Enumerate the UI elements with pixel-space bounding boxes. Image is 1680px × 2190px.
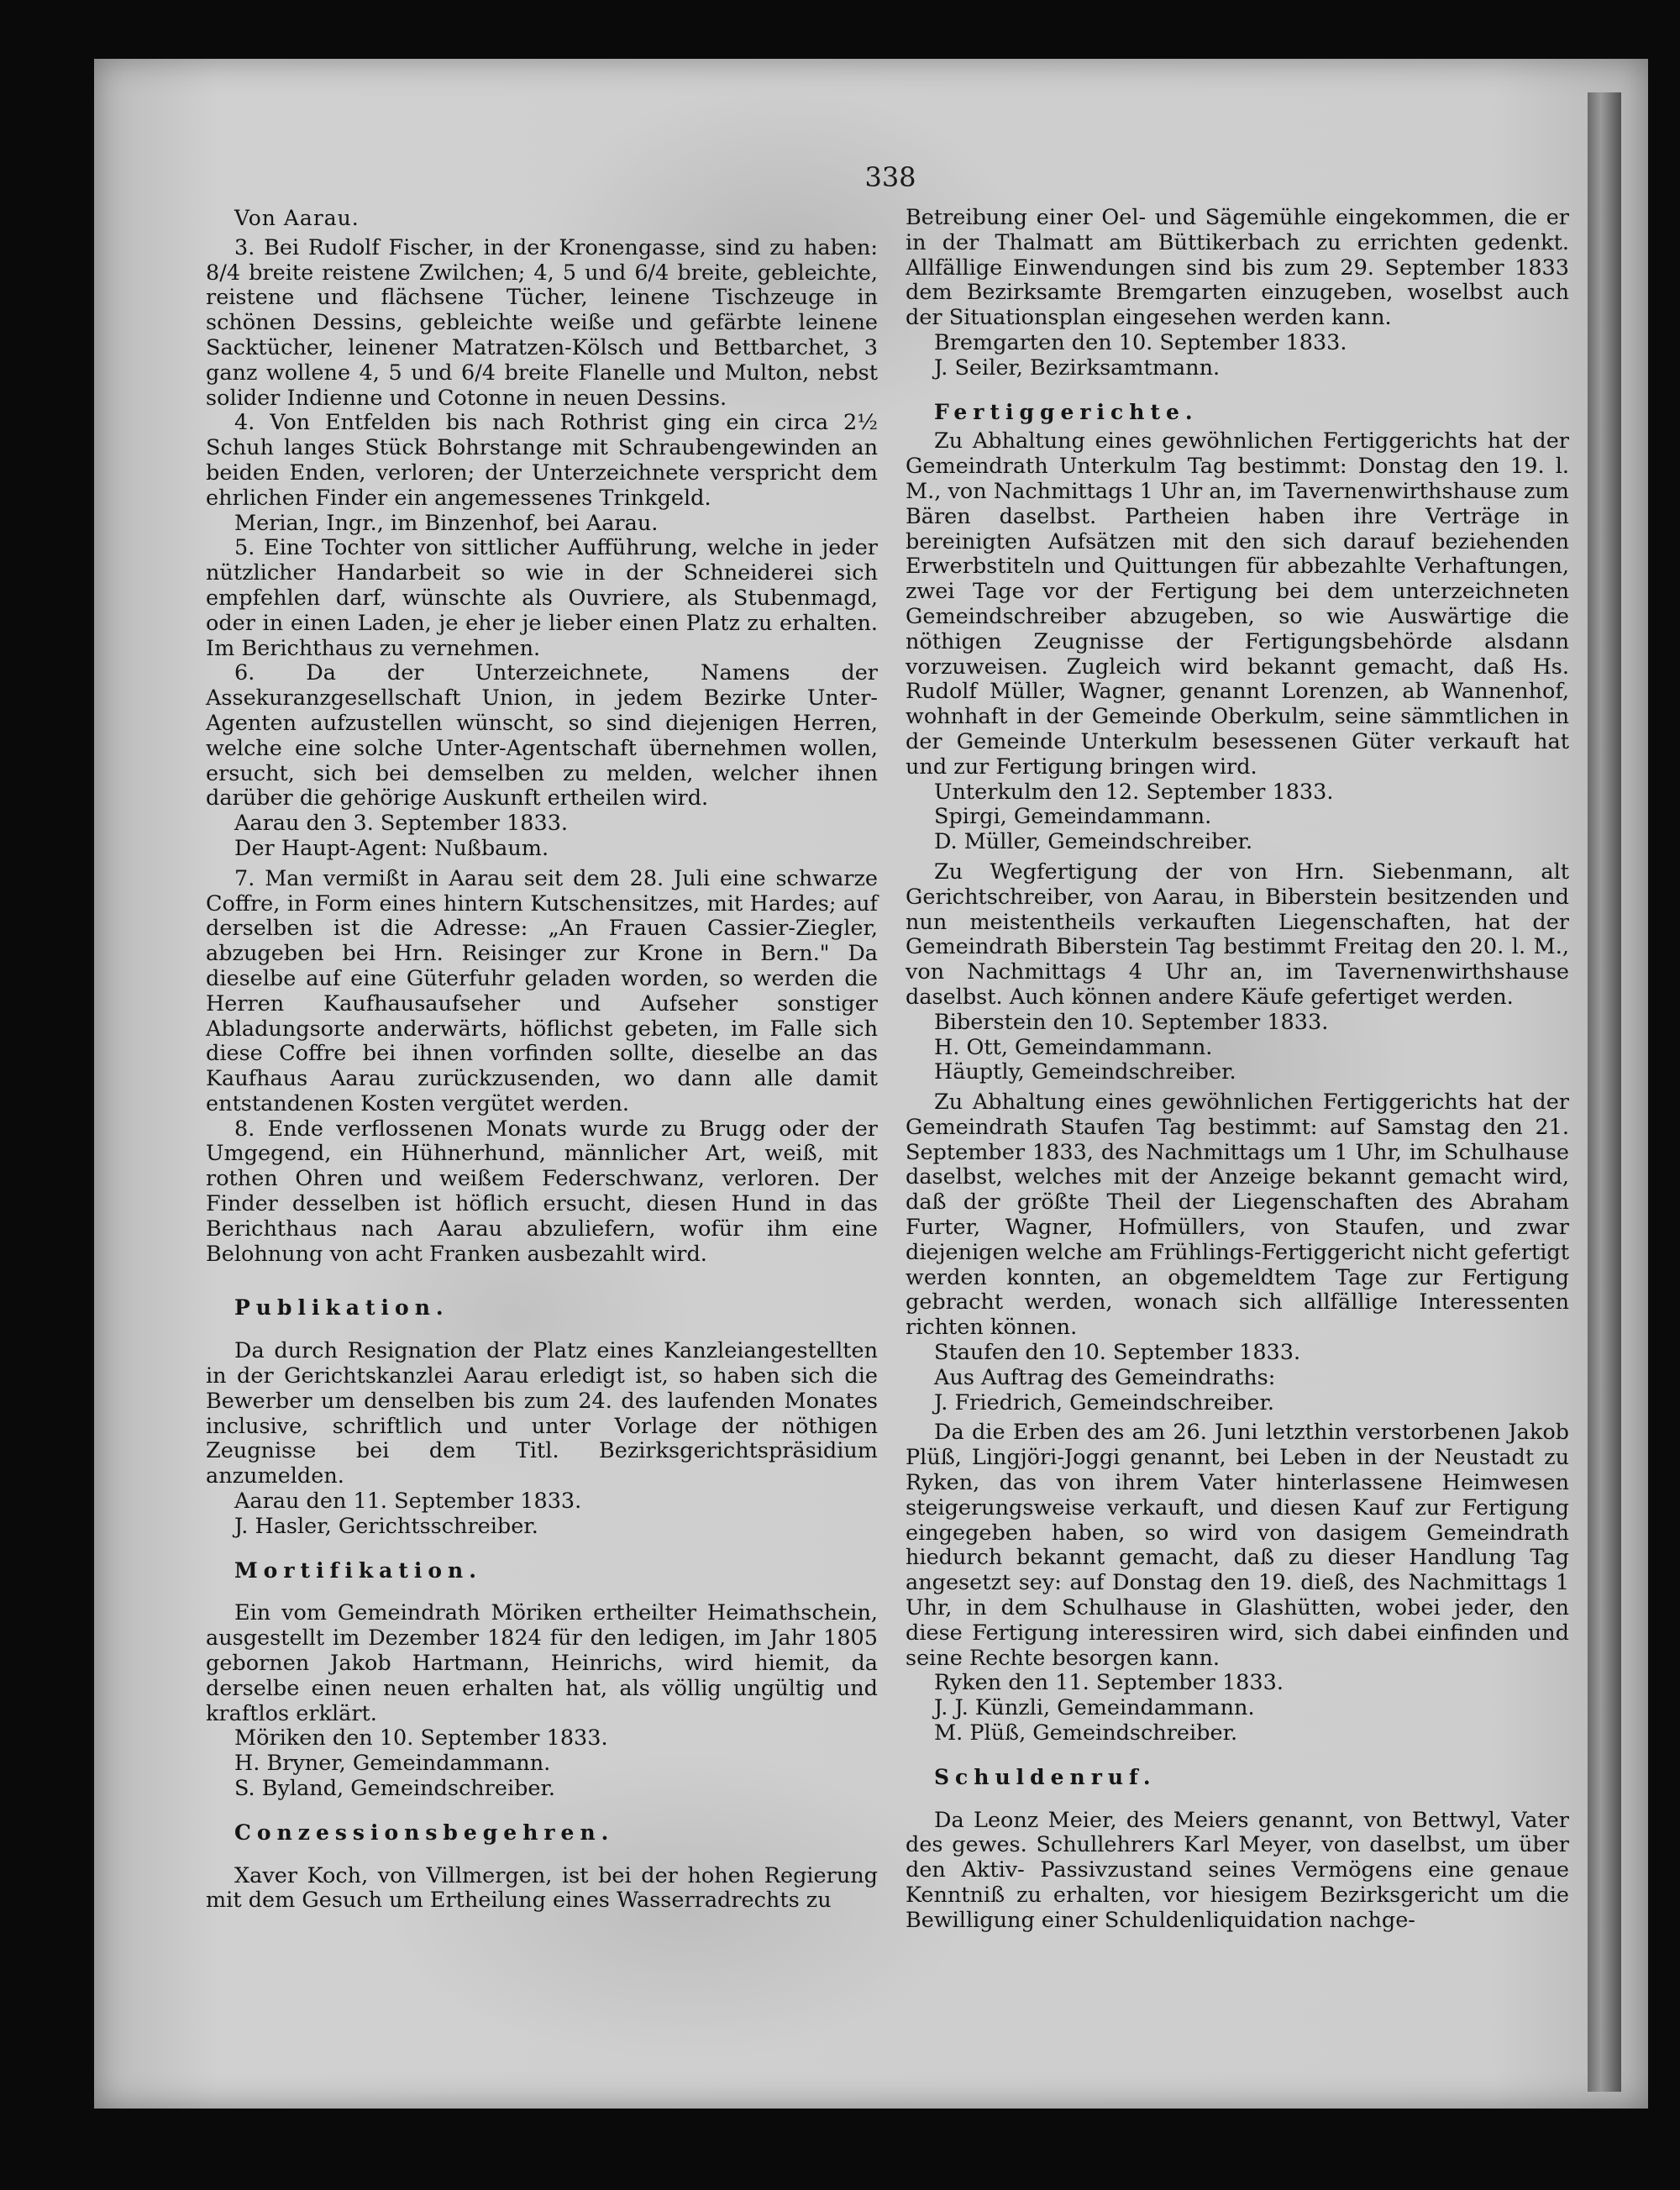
fertiggericht-unterkulm-signature-2: D. Müller, Gemeindschreiber. — [934, 829, 1253, 855]
fertiggericht-unterkulm-text: Zu Abhaltung eines gewöhnlichen Fertiggerichts hat der Gemeindrath Unterkulm Tag bestimmt: Donstag den 19. l. M., von Nachmittags 1 Uhr an, im Tavernenwirthshause zum Bären daselbst. Partheien haben ihre Verträge in bereinigten Aufsätzen mit den sich darauf beziehenden Erwerbstiteln und Quittungen für abbezahlte Verhaftungen, zwei Tage vor der Fertigung bei dem unterzeichneten Gemeindschreiber abzugeben, so wie Auswärtige die nöthigen Zeugnisse der Fertigungsbehörde alsdann vorzuweisen. Zugleich wird bekannt gemacht, daß Hs. Rudolf Müller, Wagner, genannt Lorenzen, ab Wannenhof, wohnhaft in der Gemeinde Oberkulm, seine sämmtlichen in der Gemeinde Unterkulm besessenen Güter verkauft hat und zur Fertigung bringen wird. — [906, 428, 1569, 780]
fertiggerichte-heading: Fertiggerichte. — [934, 399, 1199, 424]
publication-signature: J. Hasler, Gerichtsschreiber. — [234, 1513, 538, 1539]
notice-7-coffre: 7. Man vermißt in Aarau seit dem 28. Juli eine schwarze Coffre, in Form eines hintern Kutschensitzes, mit Hardes; auf derselben ist die Adresse: „An Frauen Cassier-Ziegler, abzugeben bei Hrn. Reisinger zur Krone in Bern." Da dieselbe auf eine Güterfuhr geladen worden, so werden die Herren Kaufhausaufseher und Aufseher sonstiger Abladungsorte anderwärts, höflichst gebeten, im Falle sich diese Coffre bei ihnen vorfinden sollte, dieselbe an das Kaufhaus Aarau zurückzusenden, wo dann alle damit entstandenen Kosten vergütet werden. — [206, 865, 878, 1116]
fertiggericht-biberstein-signature-1: H. Ott, Gemeindammann. — [934, 1034, 1213, 1060]
publication-heading: Publikation. — [234, 1295, 449, 1321]
concession-place-date: Bremgarten den 10. September 1833. — [934, 329, 1347, 355]
fertiggericht-unterkulm-signature-1: Spirgi, Gemeindammann. — [934, 804, 1212, 830]
schuldenruf-text: Da Leonz Meier, des Meiers genannt, von Bettwyl, Vater des gewes. Schullehrers Karl Meyer, von daselbst, um über den Aktiv- Passivzustand seines Vermögens eine genaue Kenntniß zu erhalten, vor hiesigem Bezirksgericht um die Bewilligung einer Schuldenliquidation nachge- — [906, 1807, 1569, 1933]
page-spine-shadow — [1588, 92, 1621, 2092]
notice-8-huehnerhund: 8. Ende verflossenen Monats wurde zu Brugg oder der Umgegend, ein Hühnerhund, männlicher Art, weiß, mit rothen Ohren und weißem Federschwanz, verloren. Der Finder desselben ist höflich ersucht, diesen Hund in das Berichthaus nach Aarau abzuliefern, wofür ihm eine Belohnung von acht Franken ausbezahlt wird. — [206, 1116, 878, 1267]
section-heading-von-aarau: Von Aarau. — [234, 206, 360, 230]
left-column — [206, 206, 878, 1914]
concession-heading: Conzessionsbegehren. — [234, 1820, 615, 1845]
fertiggericht-ryken-signature-2: M. Plüß, Gemeindschreiber. — [934, 1720, 1238, 1746]
notice-3-fischer: 3. Bei Rudolf Fischer, in der Kronengasse, sind zu haben: 8/4 breite reistene Zwilchen; 4, 5 und 6/4 breite, gebleichte, reistene und flächsene Tücher, leinene Tischzeuge in schönen Dessins, gebleichte weiße und gefärbte leinene Sacktücher, leinener Matratzen-Kölsch und Bettbarchet, 3 ganz wollene 4, 5 und 6/4 breite Flanelle und Multon, nebst solider Indienne und Cotonne in neuen Dessins. — [206, 234, 878, 411]
notice-6-place-date: Aarau den 3. September 1833. — [234, 811, 569, 837]
publication-text: Da durch Resignation der Platz eines Kanzleiangestellten in der Gerichtskanzlei Aarau erledigt ist, so haben sich die Bewerber um denselben bis zum 24. des laufenden Monates inclusive, schriftlich und unter Vorlage der nöthigen Zeugnisse bei dem Titl. Bezirksgerichtspräsidium anzumelden. — [206, 1338, 878, 1489]
mortification-heading: Mortifikation. — [234, 1557, 482, 1583]
fertiggericht-biberstein-signature-2: Häuptly, Gemeindschreiber. — [934, 1059, 1236, 1085]
mortification-signature-1: H. Bryner, Gemeindammann. — [234, 1751, 551, 1777]
notice-4-bohrstange: 4. Von Entfelden bis nach Rothrist ging ein circa 2½ Schuh langes Stück Bohrstange mit Schraubengewinden an beiden Enden, verloren; der Unterzeichnete verspricht dem ehrlichen Finder ein angemessenes Trinkgeld. — [206, 410, 878, 511]
publication-place-date: Aarau den 11. September 1833. — [234, 1489, 582, 1515]
mortification-place-date: Möriken den 10. September 1833. — [234, 1725, 608, 1751]
fertiggericht-ryken-place-date: Ryken den 11. September 1833. — [934, 1670, 1284, 1696]
concession-continued-text: Betreibung einer Oel- und Sägemühle eingekommen, die er in der Thalmatt am Büttikerbach zu errichten gedenkt. Allfällige Einwendungen sind bis zum 29. September 1833 dem Bezirksamte Bremgarten einzugeben, woselbst auch der Situationsplan eingesehen werden kann. — [906, 205, 1569, 331]
concession-text: Xaver Koch, von Villmergen, ist bei der hohen Regierung mit dem Gesuch um Ertheilung eines Wasserradrechts zu — [206, 1862, 878, 1914]
notice-4-signature: Merian, Ingr., im Binzenhof, bei Aarau. — [234, 510, 659, 536]
fertiggericht-ryken-text: Da die Erben des am 26. Juni letzthin verstorbenen Jakob Plüß, Lingjöri-Joggi genannt, bei Leben in der Neustadt zu Ryken, das von ihrem Vater hinterlassene Heimwesen steigerungsweise verkauft, und diesen Kauf zur Fertigung eingegeben haben, so wird von dasigem Gemeindrath hiedurch bekannt gemacht, daß zu dieser Handlung Tag angesetzt sey: auf Donstag den 19. dieß, des Nachmittags 1 Uhr, in dem Schulhause in Glashütten, wobei jeder, den diese Fertigung interessiren wird, sich dabei einfinden und seine Rechte besorgen kann. — [906, 1420, 1569, 1671]
fertiggericht-biberstein-place-date: Biberstein den 10. September 1833. — [934, 1009, 1329, 1035]
notice-6-signature: Der Haupt-Agent: Nußbaum. — [234, 835, 549, 861]
fertiggericht-ryken-signature-1: J. J. Künzli, Gemeindammann. — [934, 1695, 1255, 1721]
page-number: 338 — [864, 161, 916, 193]
fertiggericht-staufen-signature-2: J. Friedrich, Gemeindschreiber. — [934, 1389, 1274, 1415]
mortification-signature-2: S. Byland, Gemeindschreiber. — [234, 1776, 556, 1802]
schuldenruf-heading: Schuldenruf. — [934, 1764, 1157, 1789]
fertiggericht-unterkulm-place-date: Unterkulm den 12. September 1833. — [934, 779, 1334, 805]
concession-signature: J. Seiler, Bezirksamtmann. — [934, 354, 1221, 381]
right-column — [906, 206, 1569, 1934]
fertiggericht-staufen-place-date: Staufen den 10. September 1833. — [934, 1340, 1301, 1366]
fertiggericht-staufen-signature-1: Aus Auftrag des Gemeindraths: — [934, 1364, 1276, 1390]
notice-5-tochter: 5. Eine Tochter von sittlicher Aufführung, welche in jeder nützlicher Handarbeit so wie in der Schneiderei sich empfehlen darf, wünschte als Ouvriere, als Stubenmagd, oder in einen Laden, je eher je lieber einen Platz zu erhalten. Im Berichthaus zu vernehmen. — [206, 535, 878, 661]
notice-6-assekuranz: 6. Da der Unterzeichnete, Namens der Assekuranzgesellschaft Union, in jedem Bezirke Unter-Agenten aufzustellen wünscht, so sind diejenigen Herren, welche eine solche Unter-Agentschaft übernehmen wollen, ersucht, sich bei demselben zu melden, welcher ihnen darüber die gehörige Auskunft ertheilen wird. — [206, 660, 878, 811]
mortification-text: Ein vom Gemeindrath Möriken ertheilter Heimathschein, ausgestellt im Dezember 1824 für den ledigen, im Jahr 1805 gebornen Jakob Hartmann, Heinrichs, wird hiemit, da derselbe einen neuen erhalten hat, als völlig ungültig und kraftlos erklärt. — [206, 1600, 878, 1726]
fertiggericht-biberstein-text: Zu Wegfertigung der von Hrn. Siebenmann, alt Gerichtschreiber, von Aarau, in Biberstein besitzenden und nun meistentheils verkauften Liegenschaften, hat der Gemeindrath Biberstein Tag bestimmt Freitag den 20. l. M., von Nachmittags 4 Uhr an, im Tavernenwirthshause daselbst. Auch können andere Käufe gefertiget werden. — [906, 859, 1569, 1010]
fertiggericht-staufen-text: Zu Abhaltung eines gewöhnlichen Fertiggerichts hat der Gemeindrath Staufen Tag bestimmt: auf Samstag den 21. September 1833, des Nachmittags um 1 Uhr, im Schulhause daselbst, welches mit der Anzeige bekannt gemacht wird, daß der größte Theil der Liegenschaften des Abraham Furter, Wagner, Hofmüllers, von Staufen, und zwar diejenigen welche am Frühlings-Fertiggericht nicht gefertigt werden konnten, an obgemeldtem Tage zur Fertigung gebracht werden, wonach sich allfällige Interessenten richten können. — [906, 1090, 1569, 1341]
